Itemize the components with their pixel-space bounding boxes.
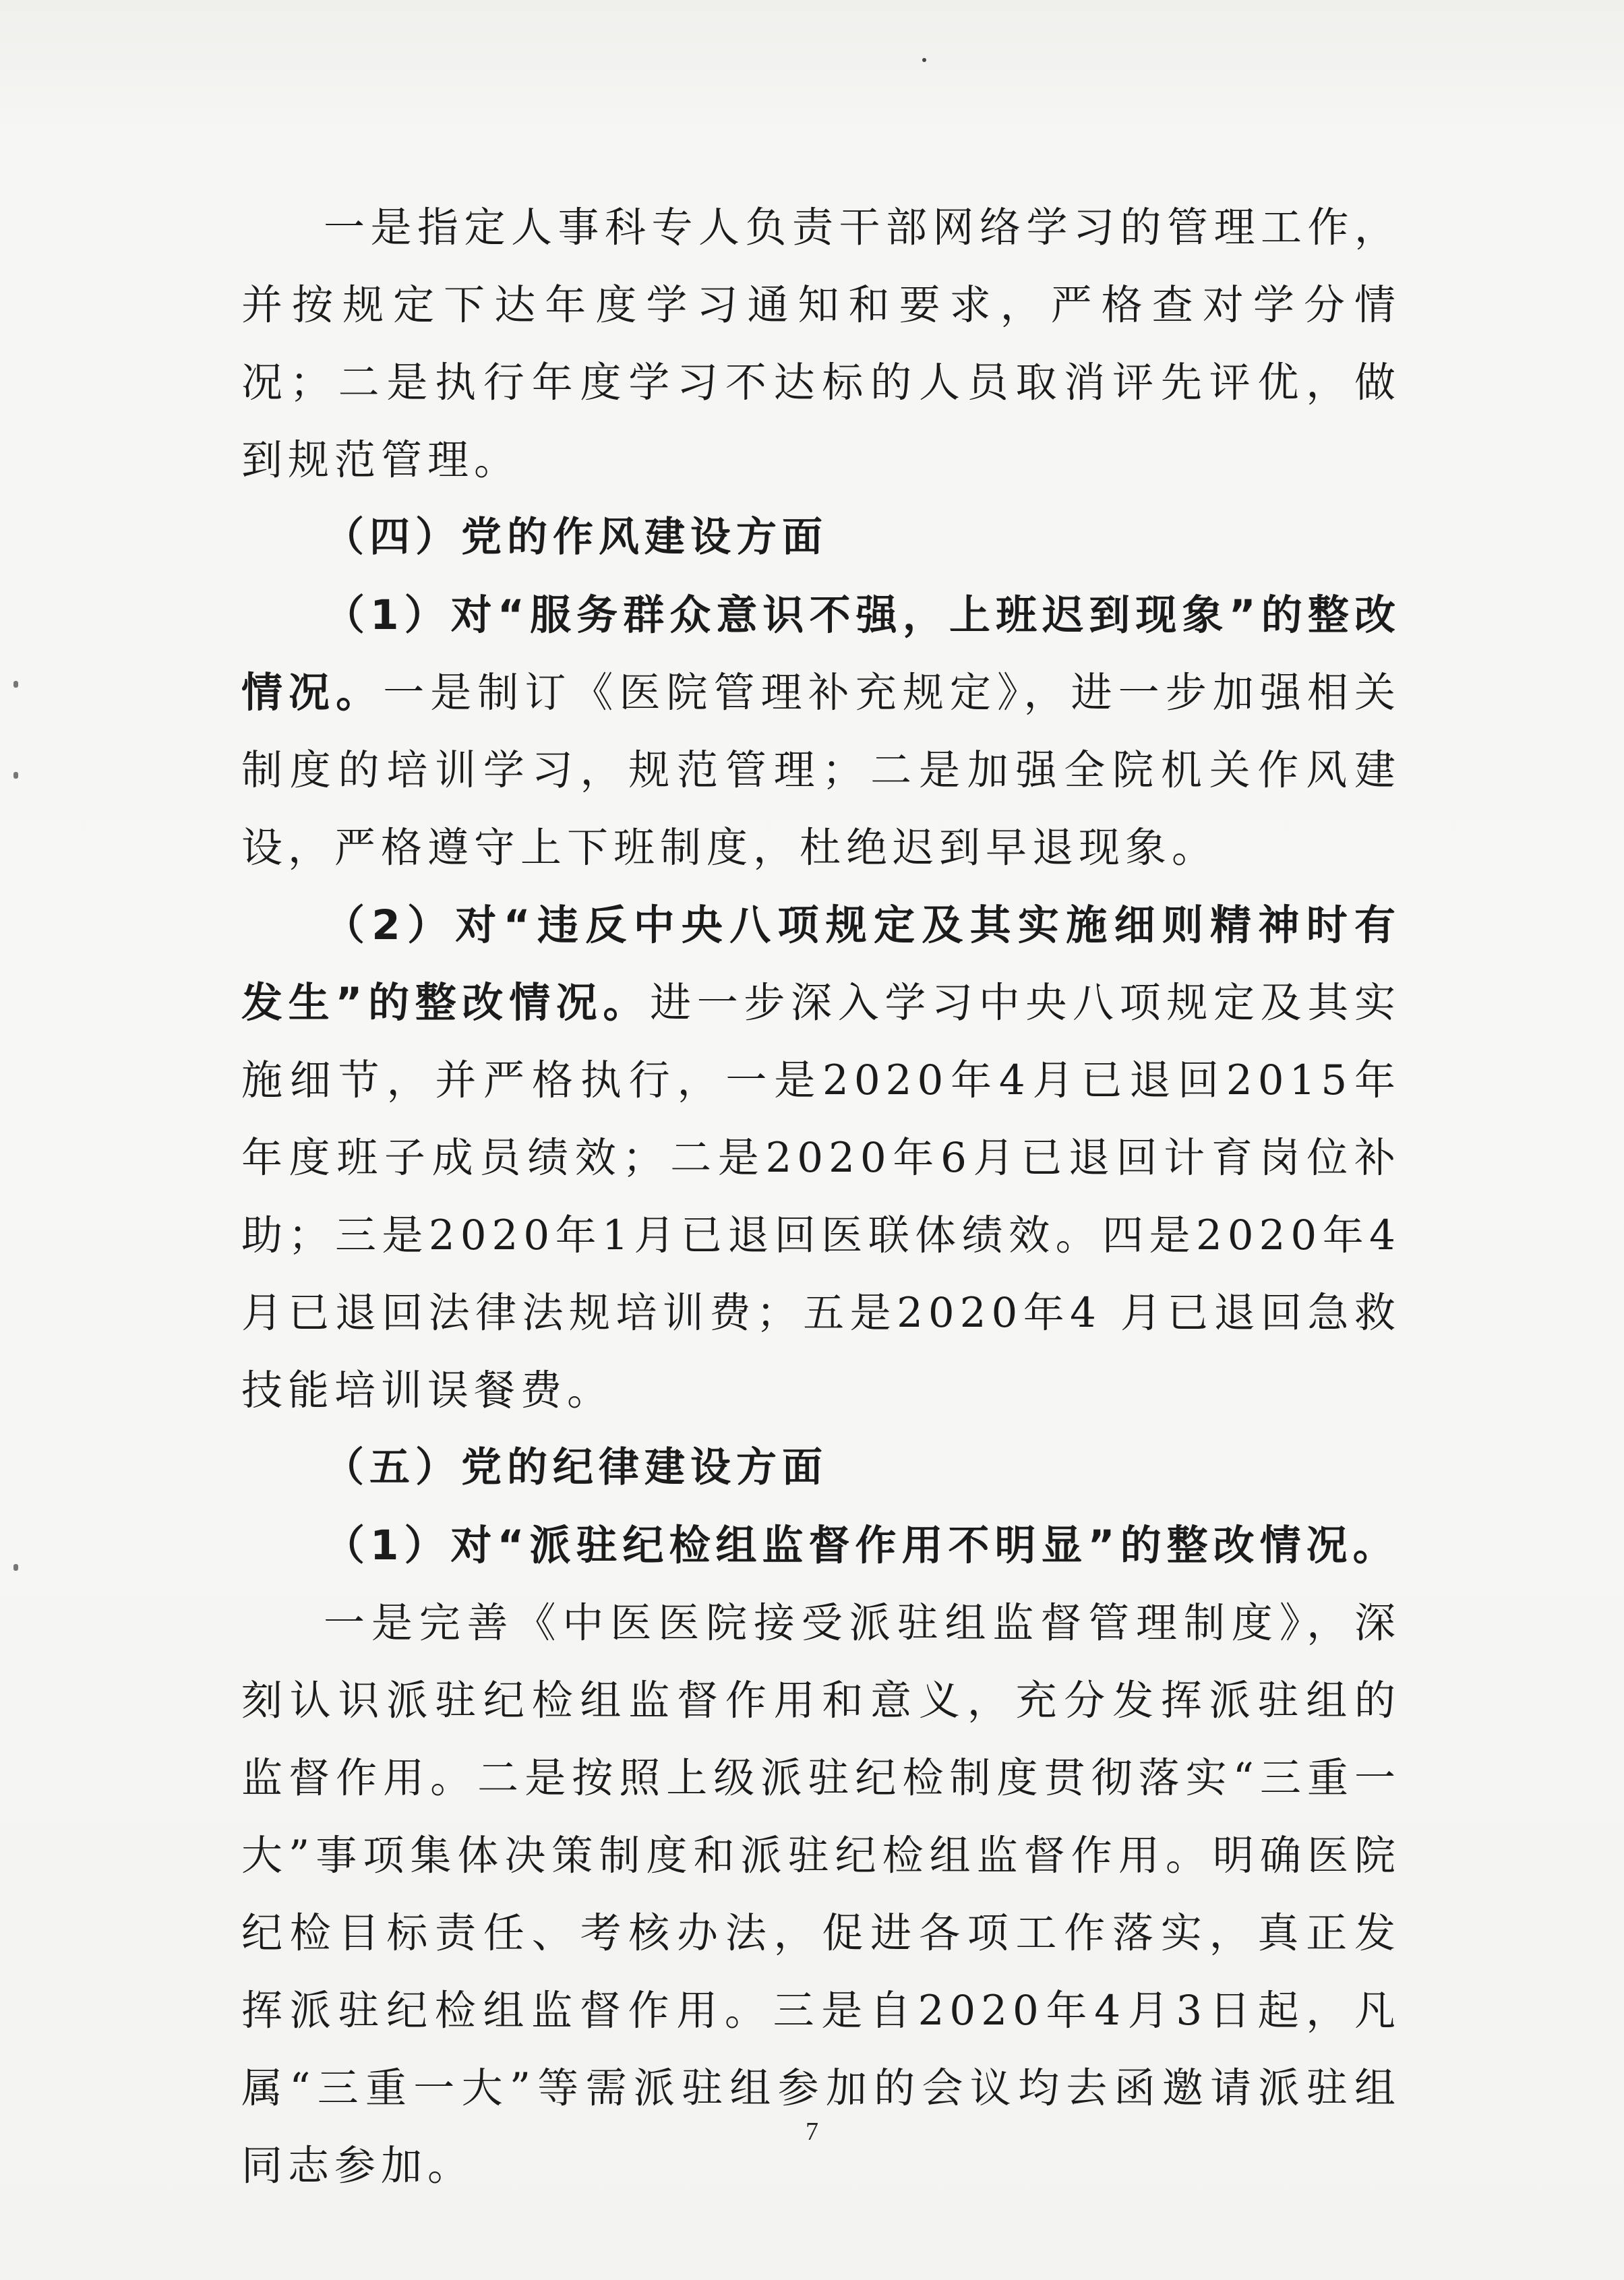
- page-number: 7: [806, 2118, 818, 2146]
- paragraph-service-awareness: [241, 576, 1401, 887]
- paragraph-supervision: 一是完善《中医医院接受派驻组监督管理制度》，深刻认识派驻纪检组监督作用和意义，充分发挥派驻组的监督作用。二是按照上级派驻纪检制度贯彻落实“三重一大”事项集体决策制度和派驻纪检组监督作用。明确医院纪检目标责任、考核办法，促进各项工作落实，真正发挥派驻纪检组监督作用。三是自2020年4月3日起，凡属“三重一大”等需派驻组参加的会议均去函邀请派驻组同志参加。: [241, 1599, 1401, 2190]
- item-text-service-awareness: 一是制订《医院管理补充规定》，进一步加强相关制度的培训学习，规范管理；二是加强全院机关作风建设，严格遵守上下班制度，杜绝迟到早退现象。: [241, 669, 1401, 872]
- margin-dot: [13, 681, 18, 688]
- item-lead-eight-rules: （2）对“违反中央八项规定及其实施细则精神时有发生”的整改情况。: [241, 901, 1401, 1027]
- paragraph-eight-rules: [241, 887, 1401, 1429]
- item-lead-supervision: （1）对“派驻纪检组监督作用不明显”的整改情况。: [324, 1522, 1400, 1569]
- item-text-eight-rules: 进一步深入学习中央八项规定及其实施细节，并严格执行，一是2020年4月已退回2015年年度班子成员绩效；二是2020年6月已退回计育岗位补助；三是2020年1月已退回医联体绩效。四是2020年4月已退回法律法规培训费；五是2020年4 月已退回急救技能培训误餐费。: [241, 979, 1401, 1414]
- item-lead-service-awareness: （1）对“服务群众意识不强，上班迟到现象”的整改情况。: [241, 591, 1401, 717]
- section-heading-party-style: （四）党的作风建设方面: [324, 514, 828, 561]
- scan-mark: [922, 58, 926, 62]
- document-body: [241, 189, 1401, 2204]
- margin-dot: [13, 1564, 18, 1571]
- section-heading-party-discipline: （五）党的纪律建设方面: [324, 1444, 828, 1491]
- margin-dot: [13, 772, 18, 779]
- paragraph-study-management: 一是指定人事科专人负责干部网络学习的管理工作，并按规定下达年度学习通知和要求，严格查对学分情况；二是执行年度学习不达标的人员取消评先评优，做到规范管理。: [241, 204, 1401, 484]
